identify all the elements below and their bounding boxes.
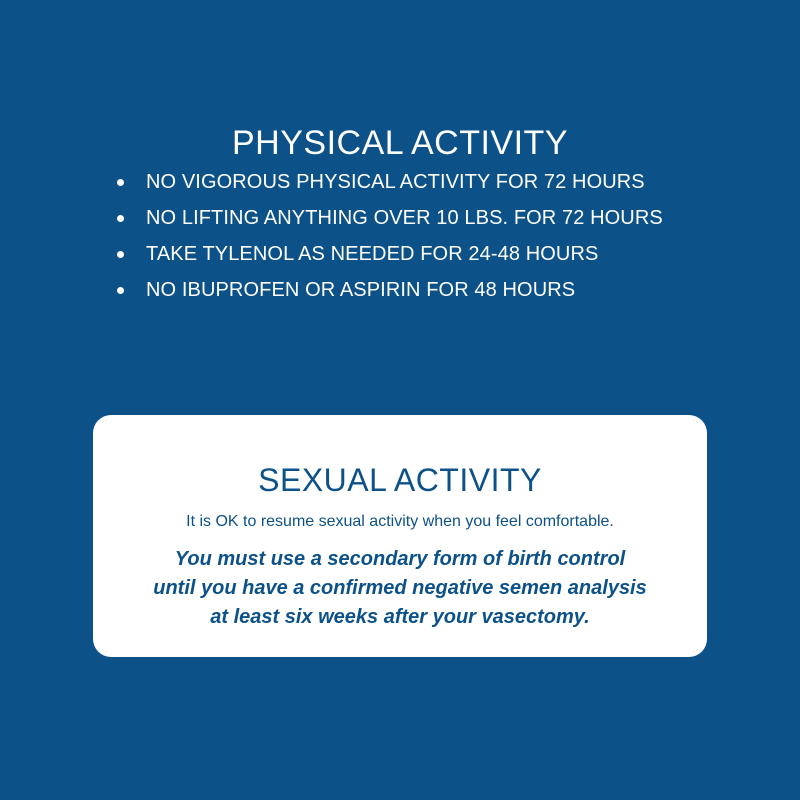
physical-activity-title: PHYSICAL ACTIVITY	[232, 123, 568, 162]
sexual-activity-title: SEXUAL ACTIVITY	[258, 462, 542, 498]
sexual-activity-card	[93, 415, 707, 657]
list-item-text: NO VIGOROUS PHYSICAL ACTIVITY FOR 72 HOURS	[146, 171, 645, 193]
warning-line: You must use a secondary form of birth control	[174, 548, 626, 570]
warning-line: at least six weeks after your vasectomy.	[210, 606, 590, 628]
list-item-text: TAKE TYLENOL AS NEEDED FOR 24-48 HOURS	[146, 243, 599, 265]
warning-line: until you have a confirmed negative semen analysis	[153, 577, 647, 599]
list-item-text: NO LIFTING ANYTHING OVER 10 LBS. FOR 72 HOURS	[146, 207, 663, 229]
list-item	[117, 272, 663, 308]
list-item	[117, 236, 663, 272]
physical-activity-list	[117, 164, 663, 308]
list-item-text: NO IBUPROFEN OR ASPIRIN FOR 48 HOURS	[146, 279, 576, 301]
bullet-icon	[117, 287, 124, 294]
bullet-icon	[117, 215, 124, 222]
list-item	[117, 200, 663, 236]
list-item	[117, 164, 663, 200]
bullet-icon	[117, 179, 124, 186]
birth-control-warning	[93, 545, 707, 632]
bullet-icon	[117, 251, 124, 258]
sexual-activity-note: It is OK to resume sexual activity when you feel comfortable.	[186, 513, 614, 530]
